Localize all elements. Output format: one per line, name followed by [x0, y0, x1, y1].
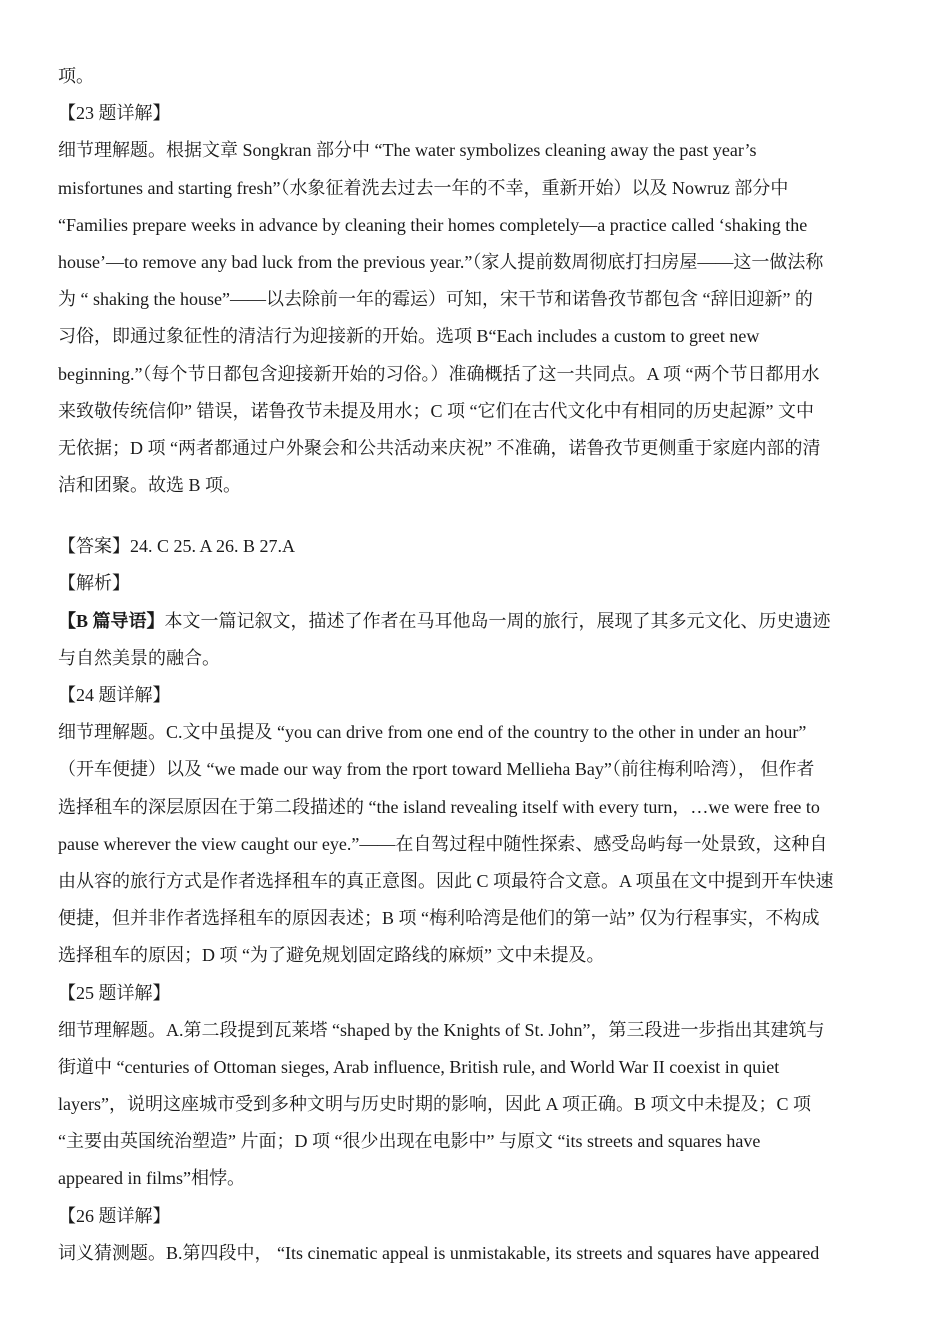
- text-line: 选择租车的深层原因在于第二段描述的 “the island revealing itself with every turn，…we were free to: [58, 796, 820, 817]
- passage-b-lead-text: 本文一篇记叙文，描述了作者在马耳他岛一周的旅行，展现了其多元文化、历史遗迹: [164, 610, 831, 631]
- text-line: beginning.”（每个节日都包含迎接新开始的习俗。）准确概括了这一共同点。A 项 “两个节日都用水: [58, 363, 820, 384]
- section-heading-q25: 【25 题详解】: [58, 982, 171, 1003]
- text-line: misfortunes and starting fresh”（水象征着洗去过去一年的不幸，重新开始）以及 Nowruz 部分中: [58, 177, 789, 198]
- paragraph-q26-explanation: [58, 1235, 900, 1272]
- paragraph-q23-explanation: [58, 132, 900, 504]
- text-line: 洁和团聚。故选 B 项。: [58, 475, 242, 496]
- text-line: pause wherever the view caught our eye.”——在自驾过程中随性探索、感受岛屿每一处景致，这种自: [58, 833, 828, 854]
- text-line: 词义猜测题。B.第四段中， “Its cinematic appeal is unmistakable, its streets and squares have appeared: [58, 1242, 820, 1263]
- document-page: [58, 58, 900, 1272]
- section-heading-q24: 【24 题详解】: [58, 685, 171, 705]
- text-line: 习俗，即通过象征性的清洁行为迎接新的开始。选项 B“Each includes a custom to greet new: [58, 326, 760, 347]
- section-heading-q26: 【26 题详解】: [58, 1205, 171, 1226]
- text-line: 项。: [58, 66, 94, 86]
- paragraph-q24-explanation: [58, 714, 900, 974]
- text-line: 便捷，但并非作者选择租车的原因表述；B 项 “梅利哈湾是他们的第一站” 仅为行程事实，不构成: [58, 908, 820, 929]
- text-line: appeared in films”相悖。: [58, 1168, 245, 1189]
- text-line: 由从容的旅行方式是作者选择租车的真正意图。因此 C 项最符合文意。A 项虽在文中提到开车快速: [58, 870, 834, 891]
- analysis-heading: 【解析】: [58, 573, 130, 594]
- section-heading-q23: 【23 题详解】: [58, 103, 171, 124]
- text-line: 街道中 “centuries of Ottoman sieges, Arab influence, British rule, and World War II coexist in quiet: [58, 1056, 780, 1077]
- paragraph-q25-explanation: [58, 1012, 900, 1198]
- passage-b-lead: [58, 603, 900, 640]
- text-line: 无依据；D 项 “两者都通过户外聚会和公共活动来庆祝” 不准确，诺鲁孜节更侧重于家庭内部的清: [58, 437, 821, 458]
- text-line: layers”，说明这座城市受到多种文明与历史时期的影响，因此 A 项正确。B 项文中未提及；C 项: [58, 1094, 811, 1115]
- text-line: “主要由英国统治塑造” 片面；D 项 “很少出现在电影中” 与原文 “its streets and squares have: [58, 1131, 761, 1152]
- text-line: 细节理解题。A.第二段提到瓦莱塔 “shaped by the Knights of St. John”，第三段进一步指出其建筑与: [58, 1019, 825, 1040]
- text-line: 与自然美景的融合。: [58, 647, 220, 668]
- answer-line: 【答案】24. C 25. A 26. B 27.A: [58, 536, 296, 557]
- text-line: house’—to remove any bad luck from the previous year.”（家人提前数周彻底打扫房屋——这一做法称: [58, 251, 824, 272]
- text-line: 为 “ shaking the house”——以去除前一年的霉运）可知，宋干节和诺鲁孜节都包含 “辞旧迎新” 的: [58, 289, 813, 310]
- text-line: 选择租车的原因；D 项 “为了避免规划固定路线的麻烦” 文中未提及。: [58, 945, 605, 966]
- text-line: 来致敬传统信仰” 错误，诺鲁孜节未提及用水；C 项 “它们在古代文化中有相同的历史起源” 文中: [58, 400, 814, 421]
- text-line: 细节理解题。C.文中虽提及 “you can drive from one end of the country to the other in under an hour”: [58, 722, 807, 743]
- text-line: 细节理解题。根据文章 Songkran 部分中 “The water symbolizes cleaning away the past year’s: [58, 140, 757, 161]
- paragraph-gap: [58, 504, 900, 528]
- text-line: （开车便捷）以及 “we made our way from the rport toward Mellieha Bay”（前往梅利哈湾）， 但作者: [58, 759, 815, 780]
- text-line: “Families prepare weeks in advance by cleaning their homes completely—a practice called ‘shaking the: [58, 214, 808, 235]
- passage-b-lead-label: 【B 篇导语】: [58, 610, 165, 631]
